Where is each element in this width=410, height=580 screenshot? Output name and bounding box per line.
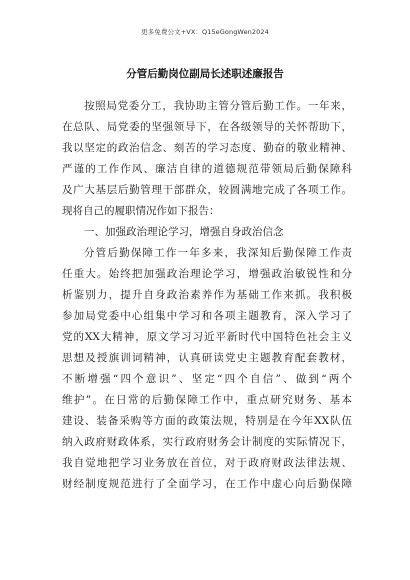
document-title: 分管后勤岗位副局长述职述廉报告: [126, 68, 284, 80]
body-line: 按照局党委分工，我协助主管分管后勤工作。一年来，: [84, 100, 352, 112]
header-note: 更多免费公文+VX：Q15eGongWen2024: [141, 28, 269, 36]
body-line: 参加局党委中心组集中学习和各项主题教育，深入学习了: [62, 310, 352, 322]
body-line: 任重大。始终把加强政治理论学习，增强政治敏锐性和分: [62, 268, 352, 280]
body-line: 维护”。在日常的后勤保障工作中，重点研究财务、基本: [62, 394, 352, 406]
body-line: 建设、装备采购等方面的政策法规，特别是在今年XX队伍: [62, 415, 352, 427]
body-line: 析鉴别力，提升自身政治素养作为基础工作来抓。我积极: [62, 289, 352, 301]
body-line: 分管后勤保障工作一年多来，我深知后勤保障工作责: [84, 247, 352, 259]
body-line: 及广大基层后勤管理干部群众，较圆满地完成了各项工作。: [62, 184, 352, 196]
body-line: 财经制度规范进行了全面学习，在工作中虚心向后勤保障: [62, 478, 352, 490]
document-body: [62, 96, 352, 495]
body-line: 一、加强政治理论学习，增强自身政治信念: [84, 226, 284, 238]
body-line: 我以坚定的政治信念、刻苦的学习态度、勤奋的敬业精神、: [62, 142, 352, 154]
body-line: 现将自己的履职情况作如下报告：: [62, 205, 220, 217]
body-line: 不断增强“四个意识”、坚定“四个自信”、做到“两个: [62, 373, 352, 385]
body-line: 党的XX大精神，原文学习习近平新时代中国特色社会主义: [62, 331, 352, 343]
body-line: 严谨的工作作风、廉洁自律的道德规范带领局后勤保障科: [62, 163, 352, 175]
body-line: 在总队、局党委的坚强领导下，在各级领导的关怀帮助下，: [62, 121, 352, 133]
body-line: 思想及授旗训词精神，认真研读党史主题教育配套教材，: [62, 352, 352, 364]
body-line: 纳入政府财政体系，实行政府财务会计制度的实际情况下，: [62, 436, 352, 448]
body-line: 我自觉地把学习业务放在首位，对于政府财政法律法规、: [62, 457, 352, 469]
